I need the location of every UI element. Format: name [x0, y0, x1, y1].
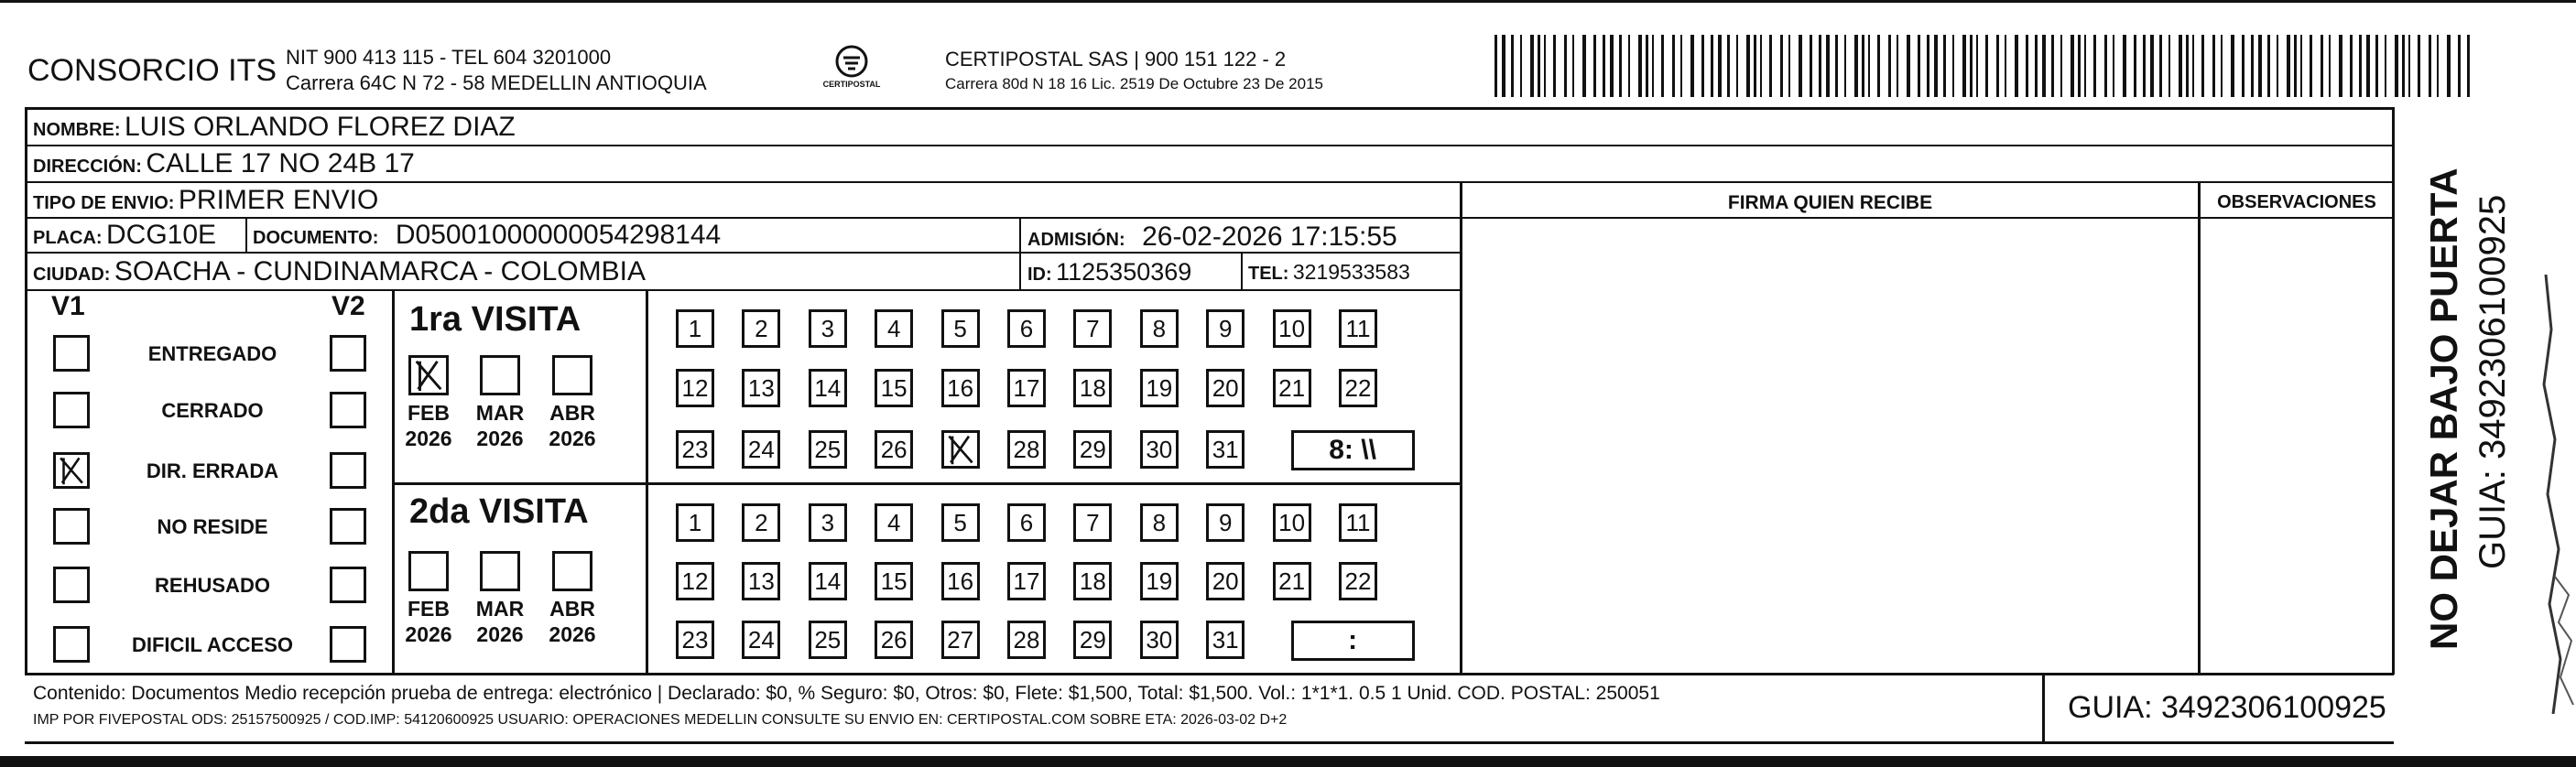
v2-checkbox-1[interactable] [330, 392, 366, 428]
month-label: MAR [475, 401, 525, 425]
ciudad-value: SOACHA - CUNDINAMARCA - COLOMBIA [114, 256, 646, 286]
day-box-30[interactable]: 30 [1140, 430, 1179, 469]
id-label: ID: [1027, 265, 1052, 285]
v2-checkbox-2[interactable] [330, 452, 366, 489]
year-label: 2026 [476, 622, 524, 646]
month-checkbox[interactable] [552, 551, 592, 591]
day-box-28[interactable]: 28 [1007, 621, 1046, 659]
status-label: DIR. ERRADA [146, 459, 279, 482]
second-visit-time-box[interactable]: : [1291, 621, 1415, 661]
v1-checkbox-1[interactable] [53, 392, 90, 428]
day-box-26[interactable]: 26 [875, 430, 913, 469]
day-box-18[interactable]: 18 [1073, 562, 1112, 600]
tel-value: 3219533583 [1292, 260, 1410, 284]
day-box-4[interactable]: 4 [875, 503, 913, 542]
v2-checkbox-5[interactable] [330, 626, 366, 663]
day-box-10[interactable]: 10 [1273, 503, 1311, 542]
day-box-9[interactable]: 9 [1206, 309, 1245, 348]
day-box-21[interactable]: 21 [1273, 562, 1311, 600]
month-checkbox[interactable] [408, 355, 449, 395]
bottom-edge-line [0, 756, 2576, 767]
certipostal-logo: CERTIPOSTAL [820, 41, 884, 101]
row-line-1 [25, 145, 2394, 146]
day-box-1[interactable]: 1 [676, 309, 714, 348]
tel-label: TEL: [1248, 264, 1289, 284]
day-box-15[interactable]: 15 [875, 562, 913, 600]
day-box-21[interactable]: 21 [1273, 369, 1311, 407]
v1-header: V1 [51, 291, 85, 321]
day-box-9[interactable]: 9 [1206, 503, 1245, 542]
courier-address: Carrera 80d N 18 16 Lic. 2519 De Octubre 23 De 2015 [945, 75, 1323, 92]
month-checkbox[interactable] [480, 355, 520, 395]
row-line-3 [25, 217, 2394, 219]
day-box-18[interactable]: 18 [1073, 369, 1112, 407]
month-label: ABR [549, 597, 595, 621]
day-box-1[interactable]: 1 [676, 503, 714, 542]
company-name: CONSORCIO ITS [27, 53, 277, 88]
year-label: 2026 [405, 622, 452, 646]
direccion-row [33, 148, 415, 179]
month-checkbox[interactable] [552, 355, 592, 395]
footer-contenido: Contenido: Documentos Medio recepción prueba de entrega: electrónico | Declarado: $0, % Seguro: $0, Otros: $0, Flete: $1,500, Total: $1,500. Vol.: 1*1*1. 0.5 1 Unid. COD. POSTAL: 250051 [33, 683, 1660, 704]
status-label: CERRADO [161, 399, 264, 422]
side-guia: GUIA: 3492306100925 [2473, 194, 2513, 569]
id-value: 1125350369 [1056, 258, 1192, 286]
documento-value: D05001000000054298144 [395, 220, 722, 250]
id-cell [1027, 258, 1191, 286]
observaciones-header: OBSERVACIONES [2217, 192, 2376, 212]
day-box-16[interactable]: 16 [941, 562, 980, 600]
footer-guia-sep [2042, 675, 2045, 742]
top-edge-line [0, 0, 2576, 3]
footer-imp: IMP POR FIVEPOSTAL ODS: 25157500925 / COD.IMP: 54120600925 USUARIO: OPERACIONES MEDELLIN CONSULTE SU ENVIO EN: CERTIPOSTAL.COM SOBRE ETA: 2026-03-02 D+2 [33, 712, 1288, 728]
month-label: MAR [475, 597, 525, 621]
placa-sep [245, 217, 247, 254]
direccion-label: DIRECCIÓN: [33, 157, 142, 177]
day-box-14[interactable]: 14 [809, 562, 847, 600]
day-box-16[interactable]: 16 [941, 369, 980, 407]
day-box-17[interactable]: 17 [1007, 369, 1046, 407]
tel-cell [1248, 260, 1410, 285]
day-box-4[interactable]: 4 [875, 309, 913, 348]
form-top-line [25, 107, 2394, 110]
ciudad-label: CIUDAD: [33, 265, 111, 285]
day-box-31[interactable]: 31 [1206, 430, 1245, 469]
placa-cell [33, 220, 216, 251]
first-visit-time-box[interactable]: 8: \\ [1291, 430, 1415, 470]
second-visit-title: 2da VISITA [409, 492, 589, 531]
footer-guia: GUIA: 3492306100925 [2068, 690, 2386, 725]
day-box-24[interactable]: 24 [742, 621, 780, 659]
day-box-8[interactable]: 8 [1140, 503, 1179, 542]
year-label: 2026 [549, 622, 596, 646]
ciudad-cell [33, 256, 646, 287]
row-line-2 [25, 181, 2394, 183]
v1-checkbox-0[interactable] [53, 335, 90, 372]
no-dejar-bajo-puerta: NO DEJAR BAJO PUERTA [2422, 167, 2465, 650]
day-box-8[interactable]: 8 [1140, 309, 1179, 348]
v1-checkbox-5[interactable] [53, 626, 90, 663]
nombre-row [33, 112, 516, 143]
day-box-19[interactable]: 19 [1140, 369, 1179, 407]
year-label: 2026 [476, 427, 524, 450]
admision-cell [1027, 221, 1397, 253]
day-box-20[interactable]: 20 [1206, 369, 1245, 407]
month-checkbox[interactable] [408, 551, 449, 591]
day-box-5[interactable]: 5 [941, 503, 980, 542]
form-mid-bottom-line [25, 673, 2394, 675]
obs-left-sep [2198, 181, 2201, 675]
status-label: REHUSADO [155, 574, 270, 597]
day-box-12[interactable]: 12 [676, 562, 714, 600]
day-box-27[interactable] [941, 430, 980, 469]
status-label: ENTREGADO [147, 342, 277, 365]
documento-label: DOCUMENTO: [253, 228, 379, 248]
day-box-2[interactable]: 2 [742, 309, 780, 348]
tel-sep [1241, 254, 1243, 289]
year-label: 2026 [549, 427, 596, 450]
tipo-label: TIPO DE ENVIO: [33, 193, 175, 213]
day-box-7[interactable]: 7 [1073, 503, 1112, 542]
v1-checkbox-3[interactable] [53, 508, 90, 545]
courier-name: CERTIPOSTAL SAS | 900 151 122 - 2 [945, 48, 1287, 70]
nombre-value: LUIS ORLANDO FLOREZ DIAZ [125, 112, 516, 142]
day-box-7[interactable]: 7 [1073, 309, 1112, 348]
day-box-5[interactable]: 5 [941, 309, 980, 348]
admision-value: 26-02-2026 17:15:55 [1142, 221, 1397, 252]
day-box-29[interactable]: 29 [1073, 621, 1112, 659]
day-box-26[interactable]: 26 [875, 621, 913, 659]
company-nit-tel: NIT 900 413 115 - TEL 604 3201000 [286, 46, 612, 69]
day-box-6[interactable]: 6 [1007, 309, 1046, 348]
admision-sep [1019, 217, 1021, 289]
day-box-12[interactable]: 12 [676, 369, 714, 407]
day-box-31[interactable]: 31 [1206, 621, 1245, 659]
month-label: FEB [408, 401, 450, 425]
footer-bottom-line [25, 741, 2394, 744]
day-box-23[interactable]: 23 [676, 621, 714, 659]
day-box-27[interactable]: 27 [941, 621, 980, 659]
visits-mid-line [394, 482, 1462, 485]
direccion-value: CALLE 17 NO 24B 17 [146, 148, 415, 178]
tipo-value: PRIMER ENVIO [178, 185, 379, 215]
status-label: DIFICIL ACCESO [131, 633, 293, 656]
day-box-25[interactable]: 25 [809, 430, 847, 469]
day-box-14[interactable]: 14 [809, 369, 847, 407]
company-address: Carrera 64C N 72 - 58 MEDELLIN ANTIOQUIA [286, 71, 707, 94]
torn-edge [2527, 275, 2576, 714]
v1-checkbox-2[interactable] [53, 452, 90, 489]
day-box-11[interactable]: 11 [1339, 503, 1377, 542]
day-box-13[interactable]: 13 [742, 369, 780, 407]
month-label: ABR [549, 401, 595, 425]
documento-cell [253, 220, 721, 251]
day-box-25[interactable]: 25 [809, 621, 847, 659]
day-box-22[interactable]: 22 [1339, 562, 1377, 600]
day-box-24[interactable]: 24 [742, 430, 780, 469]
nombre-label: NOMBRE: [33, 120, 121, 140]
v2-checkbox-4[interactable] [330, 567, 366, 603]
day-box-23[interactable]: 23 [676, 430, 714, 469]
status-label: NO RESIDE [157, 515, 268, 538]
month-checkbox[interactable] [480, 551, 520, 591]
day-box-22[interactable]: 22 [1339, 369, 1377, 407]
form-left-line [25, 107, 27, 675]
day-box-28[interactable]: 28 [1007, 430, 1046, 469]
placa-label: PLACA: [33, 228, 103, 248]
v1-checkbox-4[interactable] [53, 567, 90, 603]
v2-checkbox-0[interactable] [330, 335, 366, 372]
day-box-13[interactable]: 13 [742, 562, 780, 600]
day-box-19[interactable]: 19 [1140, 562, 1179, 600]
row-line-5 [25, 289, 1460, 291]
month-label: FEB [408, 597, 450, 621]
barcode [1495, 35, 2479, 97]
first-visit-title: 1ra VISITA [409, 300, 582, 339]
day-box-29[interactable]: 29 [1073, 430, 1112, 469]
day-box-30[interactable]: 30 [1140, 621, 1179, 659]
v2-checkbox-3[interactable] [330, 508, 366, 545]
day-box-3[interactable]: 3 [809, 503, 847, 542]
v2-header: V2 [332, 291, 365, 321]
firma-left-sep [1460, 181, 1462, 675]
year-label: 2026 [405, 427, 452, 450]
firma-header: FIRMA QUIEN RECIBE [1727, 192, 1933, 213]
tipo-row [33, 185, 378, 216]
day-box-10[interactable]: 10 [1273, 309, 1311, 348]
day-box-2[interactable]: 2 [742, 503, 780, 542]
placa-value: DCG10E [106, 220, 217, 250]
day-box-6[interactable]: 6 [1007, 503, 1046, 542]
day-box-11[interactable]: 11 [1339, 309, 1377, 348]
day-box-17[interactable]: 17 [1007, 562, 1046, 600]
day-box-20[interactable]: 20 [1206, 562, 1245, 600]
admision-label: ADMISIÓN: [1027, 230, 1125, 250]
day-box-15[interactable]: 15 [875, 369, 913, 407]
day-box-3[interactable]: 3 [809, 309, 847, 348]
